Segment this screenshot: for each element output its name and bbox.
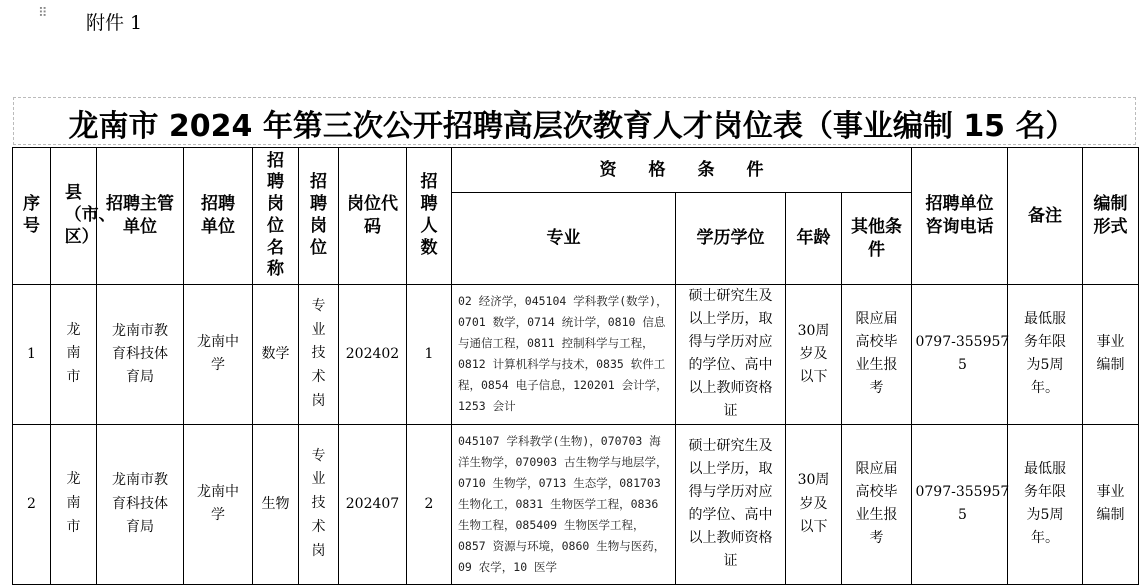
cell-seq: 2 [13,424,51,584]
header-major: 专业 [452,193,676,285]
cell-post-code: 202402 [339,285,407,425]
header-form: 编制形式 [1083,148,1139,285]
header-post-code: 岗位代码 [339,148,407,285]
header-qualifications: 资格条件 [452,148,912,193]
cell-form: 事业编制 [1083,285,1139,425]
header-dept: 招聘主管单位 [97,148,184,285]
cell-dept: 龙南市教育科技体育局 [97,424,184,584]
cell-age: 30周岁及以下 [786,424,842,584]
header-county: 县（市、区） [51,148,97,285]
cell-county: 龙南市 [51,424,97,584]
cell-form: 事业编制 [1083,424,1139,584]
table-row [13,285,1139,425]
cell-major: 02 经济学，045104 学科教学(数学)，0701 数学，0714 统计学，0810 信息与通信工程，0811 控制科学与工程，0812 计算机科学与技术，0835 软件工程，0854 电子信息，120201 会计学，1253 会计 [452,285,676,425]
cell-count: 1 [407,285,452,425]
cell-post-name: 生物 [253,424,299,584]
cell-seq: 1 [13,285,51,425]
header-other: 其他条件 [842,193,912,285]
cell-phone: 0797-3559575 [912,285,1008,425]
attachment-label: 附件 1 [86,12,143,34]
cell-major: 045107 学科教学(生物)，070703 海洋生物学，070903 古生物学与地层学，0710 生物学，0713 生态学，081703 生物化工，0831 生物医学工程，0836 生物工程，085409 生物医学工程，0857 资源与环境，0860 生物与医药，09 农学，10 医学 [452,424,676,584]
cell-post: 专业技术岗 [299,424,339,584]
header-post: 招聘岗位 [299,148,339,285]
header-row [13,148,1139,193]
cell-remark: 最低服务年限为5周年。 [1008,285,1083,425]
job-table [12,147,1139,585]
header-degree: 学历学位 [676,193,786,285]
table-row [13,424,1139,584]
cell-other: 限应届高校毕业生报考 [842,424,912,584]
header-seq: 序号 [13,148,51,285]
cell-unit: 龙南中学 [184,285,253,425]
cell-degree: 硕士研究生及以上学历，取得与学历对应的学位、高中以上教师资格证 [676,424,786,584]
cell-phone: 0797-3559575 [912,424,1008,584]
header-remark: 备注 [1008,148,1083,285]
cell-remark: 最低服务年限为5周年。 [1008,424,1083,584]
cell-count: 2 [407,424,452,584]
cell-post-name: 数学 [253,285,299,425]
cell-unit: 龙南中学 [184,424,253,584]
header-unit: 招聘单位 [184,148,253,285]
cell-dept: 龙南市教育科技体育局 [97,285,184,425]
cell-county: 龙南市 [51,285,97,425]
cell-age: 30周岁及以下 [786,285,842,425]
header-phone: 招聘单位咨询电话 [912,148,1008,285]
header-post-name: 招聘岗位名称 [253,148,299,285]
cell-post: 专业技术岗 [299,285,339,425]
cell-other: 限应届高校毕业生报考 [842,285,912,425]
drag-handle-icon[interactable]: ⠿ [38,6,49,21]
header-age: 年龄 [786,193,842,285]
cell-degree: 硕士研究生及以上学历，取得与学历对应的学位、高中以上教师资格证 [676,285,786,425]
header-count: 招聘人数 [407,148,452,285]
cell-post-code: 202407 [339,424,407,584]
page-title: 龙南市 2024 年第三次公开招聘高层次教育人才岗位表（事业编制 15 名） [68,109,1076,144]
